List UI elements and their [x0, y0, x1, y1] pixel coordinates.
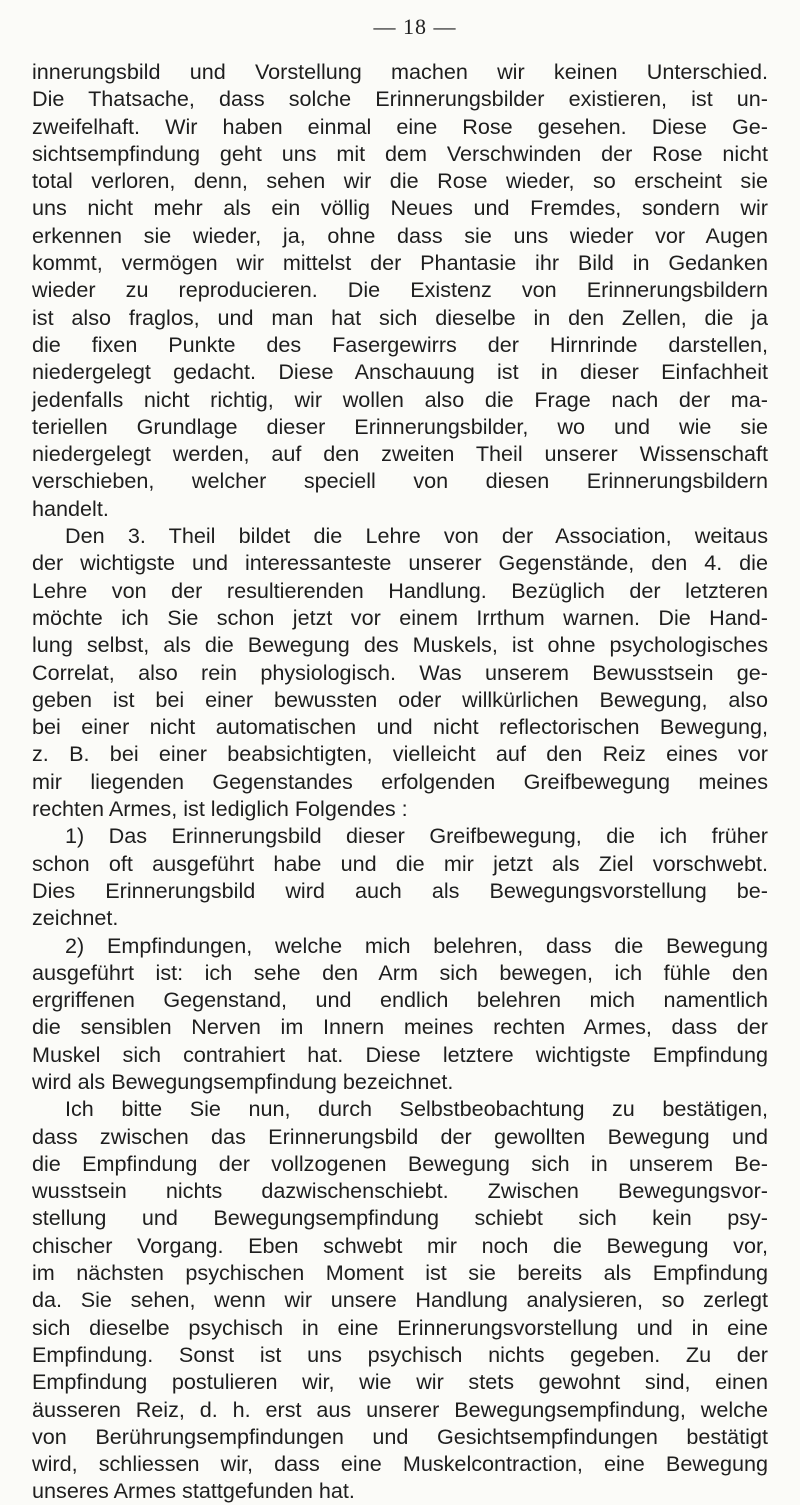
text-line: wird, schliessen wir, dass eine Muskelcontraction, eine Bewegung: [32, 1451, 768, 1477]
text-line: 1) Das Erinnerungsbild dieser Greifbewegung, die ich früher: [65, 823, 768, 849]
text-line: Muskel sich contrahiert hat. Diese letztere wichtigste Empfindung: [32, 1041, 768, 1067]
text-line: niedergelegt werden, auf den zweiten Theil unserer Wissenschaft: [32, 441, 768, 467]
text-line: wieder zu reproducieren. Die Existenz von Erinnerungsbildern: [32, 277, 768, 303]
text-line: Correlat, also rein physiologisch. Was unserem Bewusstsein ge-: [32, 659, 768, 685]
text-line: wird als Bewegungsempfindung bezeichnet.: [32, 1068, 454, 1094]
text-line: sich dieselbe psychisch in eine Erinnerungsvorstellung und in eine: [32, 1314, 768, 1340]
text-line: im nächsten psychischen Moment ist sie bereits als Empfindung: [32, 1260, 768, 1286]
text-line: geben ist bei einer bewussten oder willkürlichen Bewegung, also: [32, 686, 768, 712]
text-line: rechten Armes, ist lediglich Folgendes :: [32, 796, 408, 822]
text-line: schon oft ausgeführt habe und die mir jetzt als Ziel vorschwebt.: [32, 850, 768, 876]
text-line: total verloren, denn, sehen wir die Rose wieder, so erscheint sie: [32, 168, 768, 194]
text-line: mir liegenden Gegenstandes erfolgenden Greifbewegung meines: [32, 768, 768, 794]
text-line: da. Sie sehen, wenn wir unsere Handlung analysieren, so zerlegt: [32, 1287, 768, 1313]
text-line: stellung und Bewegungsempfindung schiebt sich kein psy-: [32, 1205, 768, 1231]
text-line: Empfindung. Sonst ist uns psychisch nichts gegeben. Zu der: [32, 1341, 768, 1367]
text-line: die sensiblen Nerven im Innern meines rechten Armes, dass der: [32, 1014, 768, 1040]
text-line: ist also fraglos, und man hat sich dieselbe in den Zellen, die ja: [32, 304, 768, 330]
text-line: ergriffenen Gegenstand, und endlich belehren mich namentlich: [32, 987, 768, 1013]
text-line: der wichtigste und interessanteste unserer Gegenstände, den 4. die: [32, 550, 768, 576]
text-line: unseres Armes stattgefunden hat.: [32, 1478, 355, 1504]
text-line: dass zwischen das Erinnerungsbild der gewollten Bewegung und: [32, 1123, 768, 1149]
text-line: sichtsempfindung geht uns mit dem Verschwinden der Rose nicht: [32, 140, 768, 166]
text-line: verschieben, welcher speciell von diesen Erinnerungsbildern: [32, 468, 768, 494]
text-line: wusstsein nichts dazwischenschiebt. Zwischen Bewegungsvor-: [32, 1178, 768, 1204]
text-line: niedergelegt gedacht. Diese Anschauung ist in dieser Einfachheit: [32, 359, 768, 385]
text-line: Den 3. Theil bildet die Lehre von der Association, weitaus: [65, 523, 768, 549]
text-line: 2) Empfindungen, welche mich belehren, dass die Bewegung: [65, 932, 768, 958]
text-line: lung selbst, als die Bewegung des Muskels, ist ohne psychologisches: [32, 632, 768, 658]
text-line: Ich bitte Sie nun, durch Selbstbeobachtung zu bestätigen,: [65, 1096, 768, 1122]
text-line: Dies Erinnerungsbild wird auch als Bewegungsvorstellung be-: [32, 877, 768, 903]
text-line: von Berührungsempfindungen und Gesichtsempfindungen bestätigt: [32, 1423, 768, 1449]
text-line: kommt, vermögen wir mittelst der Phantasie ihr Bild in Gedanken: [32, 250, 768, 276]
text-line: zweifelhaft. Wir haben einmal eine Rose gesehen. Diese Ge-: [32, 113, 768, 139]
text-line: uns nicht mehr als ein völlig Neues und Fremdes, sondern wir: [32, 195, 768, 221]
text-line: äusseren Reiz, d. h. erst aus unserer Bewegungsempfindung, welche: [32, 1396, 768, 1422]
text-line: z. B. bei einer beabsichtigten, vielleicht auf den Reiz eines vor: [32, 741, 768, 767]
text-line: ausgeführt ist: ich sehe den Arm sich bewegen, ich fühle den: [32, 959, 768, 985]
text-line: Lehre von der resultierenden Handlung. Bezüglich der letzteren: [32, 577, 768, 603]
body-text: [32, 58, 768, 1505]
text-line: Die Thatsache, dass solche Erinnerungsbilder existieren, ist un-: [32, 86, 768, 112]
text-line: möchte ich Sie schon jetzt vor einem Irrthum warnen. Die Hand-: [32, 604, 768, 630]
text-line: teriellen Grundlage dieser Erinnerungsbilder, wo und wie sie: [32, 413, 768, 439]
text-line: die Empfindung der vollzogenen Bewegung sich in unserem Be-: [32, 1150, 768, 1176]
text-line: erkennen sie wieder, ja, ohne dass sie uns wieder vor Augen: [32, 222, 768, 248]
text-line: jedenfalls nicht richtig, wir wollen also die Frage nach der ma-: [32, 386, 768, 412]
text-line: bei einer nicht automatischen und nicht reflectorischen Bewegung,: [32, 714, 768, 740]
text-line: die fixen Punkte des Fasergewirrs der Hirnrinde darstellen,: [32, 331, 768, 357]
text-line: zeichnet.: [32, 905, 119, 931]
text-line: chischer Vorgang. Eben schwebt mir noch die Bewegung vor,: [32, 1232, 768, 1258]
text-line: handelt.: [32, 495, 109, 521]
page-number: — 18 —: [373, 14, 457, 39]
text-line: Empfindung postulieren wir, wie wir stets gewohnt sind, einen: [32, 1369, 768, 1395]
text-line: innerungsbild und Vorstellung machen wir keinen Unterschied.: [32, 59, 768, 84]
